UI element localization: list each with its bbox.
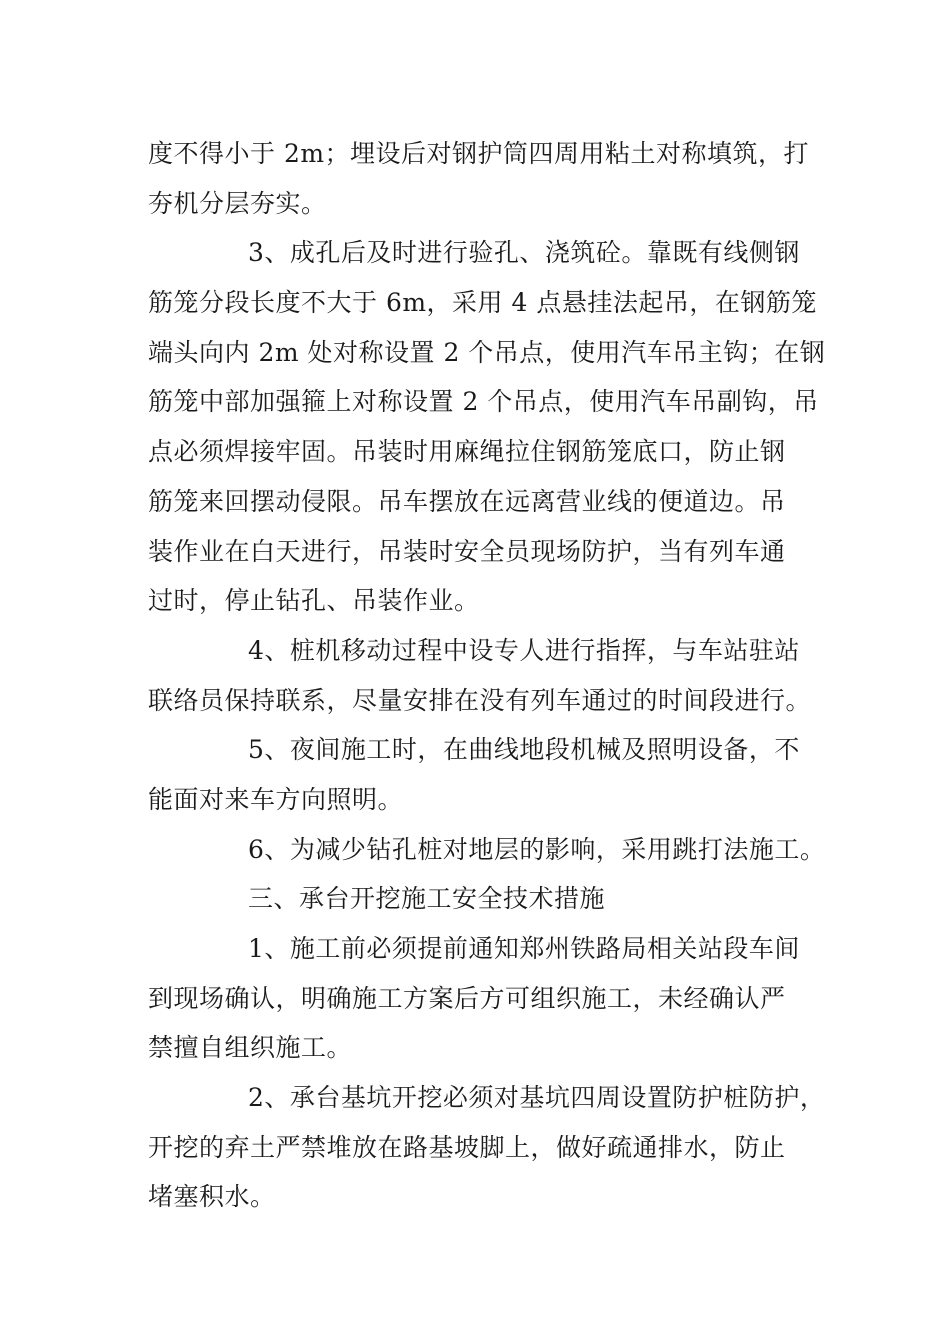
text-line: 能面对来车方向照明。 <box>148 784 404 814</box>
text-line: 过时，停止钻孔、吊装作业。 <box>148 586 480 616</box>
text-line: 联络员保持联系，尽量安排在没有列车通过的时间段进行。 <box>148 685 812 715</box>
text-line: 装作业在白天进行，吊装时安全员现场防护，当有列车通 <box>148 536 786 566</box>
text-line: 堵塞积水。 <box>148 1182 276 1212</box>
text-line: 筋笼分段长度不大于 6m，采用 4 点悬挂法起吊，在钢筋笼 <box>148 288 817 318</box>
section-heading: 三、承台开挖施工安全技术措施 <box>248 884 606 914</box>
text-line: 度不得小于 2m；埋设后对钢护筒四周用粘土对称填筑，打 <box>148 139 810 168</box>
paragraph-start-line: 3、成孔后及时进行验孔、浇筑砼。靠既有线侧钢 <box>248 238 800 268</box>
paragraph-start-line: 1、施工前必须提前通知郑州铁路局相关站段车间 <box>248 934 800 963</box>
paragraph-start-line: 2、承台基坑开挖必须对基坑四周设置防护桩防护， <box>248 1083 826 1113</box>
paragraph-start-line: 5、夜间施工时，在曲线地段机械及照明设备，不 <box>248 735 800 765</box>
text-line: 筋笼中部加强箍上对称设置 2 个吊点，使用汽车吊副钩，吊 <box>148 387 819 417</box>
text-line: 到现场确认，明确施工方案后方可组织施工，未经确认严 <box>148 983 786 1013</box>
paragraph-start-line: 6、为减少钻孔桩对地层的影响，采用跳打法施工。 <box>248 834 826 864</box>
text-line: 禁擅自组织施工。 <box>148 1033 353 1063</box>
text-line: 端头向内 2m 处对称设置 2 个吊点，使用汽车吊主钩；在钢 <box>148 337 826 367</box>
paragraph-start-line: 4、桩机移动过程中设专人进行指挥，与车站驻站 <box>248 635 800 665</box>
document-body <box>148 129 826 1222</box>
text-line: 开挖的弃土严禁堆放在路基坡脚上，做好疏通排水，防止 <box>148 1132 786 1162</box>
text-line: 夯机分层夯实。 <box>148 188 327 218</box>
text-line: 筋笼来回摆动侵限。吊车摆放在远离营业线的便道边。吊 <box>148 486 786 516</box>
text-line: 点必须焊接牢固。吊装时用麻绳拉住钢筋笼底口，防止钢 <box>148 437 786 467</box>
